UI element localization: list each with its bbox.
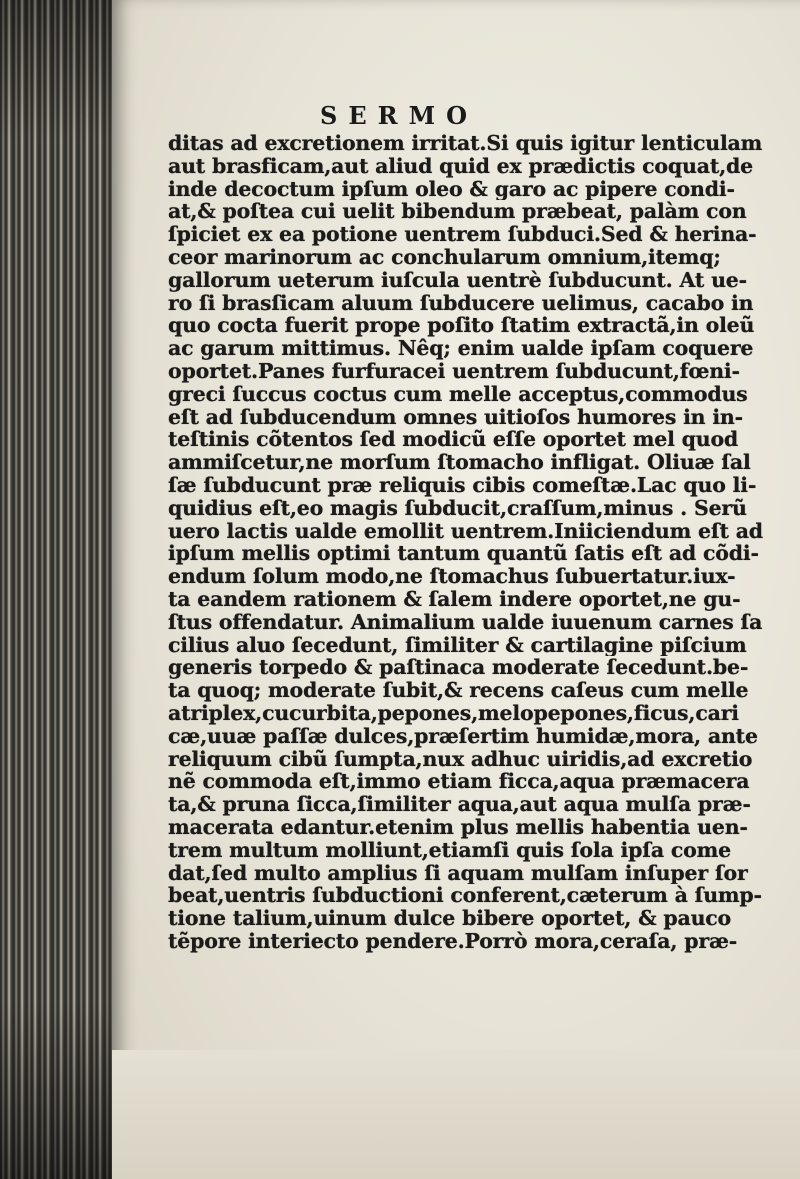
page-bottom-margin: [112, 1050, 800, 1179]
text-line: tẽpore interiecto pendere.Porrò mora,ceraſa, præ-: [168, 929, 738, 953]
text-line: ipſum mellis optimi tantum quantũ ſatis eſt ad cõdi-: [168, 542, 759, 566]
text-line: cilius aluo ſecedunt, ſimiliter & cartilagine piſcium: [168, 633, 747, 657]
text-line: atriplex,cucurbita,pepones,melopepones,ficus,cari: [168, 701, 739, 725]
text-line: ammiſcetur,ne morſum ſtomacho infligat. Oliuæ ſal: [168, 451, 751, 474]
text-line: aut brasficam,aut aliud quid ex prædictis coquat,de: [168, 154, 754, 178]
text-line: ta quoq; moderate ſubit,& recens caſeus cum melle: [168, 679, 749, 702]
text-line: eſt ad ſubducendum omnes uitioſos humores in in-: [168, 405, 743, 429]
text-line: at,& poſtea cui uelit bibendum præbeat, palàm con: [168, 200, 747, 224]
text-line: nẽ commoda eſt,immo etiam ficca,aqua præmacera: [168, 770, 750, 794]
text-line: ac garum mittimus. Nêq; enim ualde ipſam coquere: [168, 337, 754, 360]
book-fore-edge: [0, 0, 118, 1179]
text-line: quidius eſt,eo magis ſubducit,craſſum,minus . Serũ: [168, 496, 747, 520]
text-line: ta,& pruna ſicca,ſimiliter aqua,aut aqua mulſa præ-: [168, 793, 751, 816]
text-line: ceor marinorum ac conchularum omnium,itemq;: [168, 245, 721, 269]
text-line: gallorum ueterum iuſcula uentrè ſubducunt. At ue-: [168, 268, 747, 292]
text-line: uero lactis ualde emollit uentrem.Iniiciendum eſt ad: [168, 519, 763, 543]
body-text: [168, 132, 768, 953]
text-line: ta eandem rationem & ſalem indere oportet,ne gu-: [168, 587, 741, 611]
text-line: ſtus offendatur. Animalium ualde iuuenum carnes ſa: [168, 610, 763, 634]
text-line: oportet.Panes furfuracei uentrem ſubducunt,fœni-: [168, 359, 740, 383]
text-line: ro ſi brasſicam aluum ſubducere uelimus, cacabo in: [168, 291, 754, 315]
text-line: greci ſuccus coctus cum melle acceptus,commodus: [168, 382, 748, 406]
text-line: ſæ ſubducunt præ reliquis cibis comeſtæ.Lac quo li-: [168, 473, 757, 497]
running-header: SERMO: [320, 101, 479, 130]
text-line: macerata edantur.etenim plus mellis habentia uen-: [168, 815, 748, 839]
text-line: endum ſolum modo,ne ſtomachus ſubuertatur.iux-: [168, 565, 736, 588]
text-line: inde decoctum ipſum oleo & garo ac pipere condi-: [168, 177, 735, 201]
text-line: dat,ſed multo amplius ſi aquam mulſam inſuper ſor: [168, 861, 748, 885]
text-line: reliquum cibũ ſumpta,nux adhuc uiridis,ad excretio: [168, 747, 753, 771]
text-line: ditas ad excretionem irritat.Si quis igitur lenticulam: [168, 132, 763, 155]
text-line: generis torpedo & paſtinaca moderate ſecedunt.be-: [168, 656, 749, 680]
text-line: ſpiciet ex ea potione uentrem ſubduci.Sed & herina-: [168, 223, 757, 246]
text-line: cæ,uuæ paſſæ dulces,præſertim humidæ,mora, ante: [168, 724, 758, 748]
text-line: tione talium,uinum dulce bibere oportet, & pauco: [168, 907, 732, 930]
text-line: trem multum molliunt,etiamſi quis ſola ipſa come: [168, 838, 731, 862]
text-line: quo cocta fuerit prope poſito ſtatim extractã,in oleũ: [168, 314, 755, 338]
text-line: teſtinis cõtentos ſed modicũ eſſe oportet mel quod: [168, 428, 739, 452]
text-line: beat,uentris ſubductioni conferent,cæterum à ſump-: [168, 884, 762, 908]
